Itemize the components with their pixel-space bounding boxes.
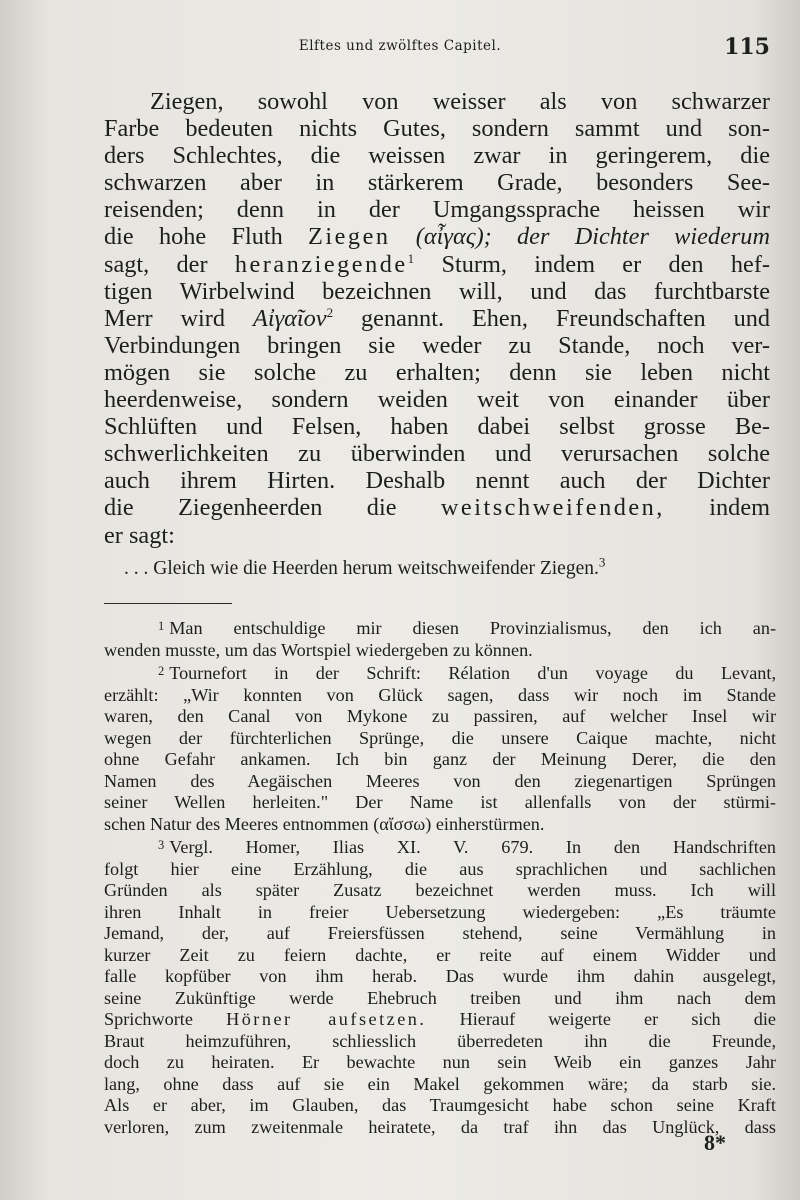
footnote-ref: 2 bbox=[326, 304, 334, 320]
footnote-line: erzählt: „Wir konnten von Glück sagen, dass wir noch im Stande bbox=[104, 684, 776, 705]
text-fragment: sagt, der bbox=[104, 250, 208, 278]
main-line: ders Schlechtes, die weissen zwar in geringerem, die bbox=[104, 142, 770, 170]
text-fragment: indem bbox=[709, 494, 770, 522]
footnote-line: Gründen als später Zusatz bezeichnet werden muss. Ich will bbox=[104, 880, 776, 900]
spaced-word: Ziegen bbox=[308, 223, 391, 251]
footnote-number: 2 bbox=[158, 664, 165, 678]
greek-word: (αἶγας); der Dichter wiederum bbox=[415, 223, 771, 251]
footnote-1 bbox=[104, 616, 776, 661]
footnote-line: falle kopfüber von ihm herab. Das wurde ihm dahin ausgelegt, bbox=[104, 966, 776, 986]
footnote-3 bbox=[104, 835, 776, 1138]
footnote-line: ohne Gefahr ankamen. Ich bin ganz der Meinung Derer, die den bbox=[104, 749, 776, 769]
footnote-line: verloren, zum zweitenmale heiratete, da traf ihn das Unglück, dass bbox=[104, 1116, 776, 1137]
footnote-line: wenden musste, um das Wortspiel wiedergeben zu können. bbox=[104, 639, 533, 660]
spaced-word: Hörner aufsetzen. bbox=[226, 1009, 427, 1029]
footnote-line: waren, den Canal von Mykone zu passiren, auf welcher Insel wir bbox=[104, 706, 776, 726]
main-line bbox=[104, 494, 770, 521]
text-fragment: Merr wird bbox=[104, 304, 226, 332]
running-title: Elftes und zwölftes Capitel. bbox=[298, 38, 502, 54]
main-line: reisenden; denn in der Umgangssprache heissen wir bbox=[104, 196, 770, 224]
text-fragment: die Ziegenheerden die bbox=[104, 494, 397, 522]
text-fragment: genannt. Ehen, Freundschaften und bbox=[361, 304, 771, 332]
main-text bbox=[104, 88, 770, 549]
footnote-2 bbox=[104, 661, 776, 835]
footnote-line: seiner Wellen herleiten." Der Name ist allenfalls von der stürmi- bbox=[104, 792, 776, 812]
footnote-line bbox=[104, 616, 776, 640]
footnote-line: kurzer Zeit zu feiern dachte, er reite auf einem Widder und bbox=[104, 944, 776, 965]
footnote-text: Tournefort in der Schrift: Rélation d'un voyage du Levant, bbox=[169, 663, 776, 683]
footnote-ref: 1 bbox=[407, 250, 415, 266]
main-line: tigen Wirbelwind bezeichnen will, und das furchtbarste bbox=[104, 277, 770, 305]
footnote-number: 1 bbox=[158, 619, 165, 633]
footnote-line bbox=[104, 835, 776, 859]
page-number: 115 bbox=[724, 34, 770, 60]
main-line: Farbe bedeuten nichts Gutes, sondern sammt und son- bbox=[104, 115, 770, 143]
footnote-line: Jemand, der, auf Freiersfüssen stehend, seine Vermählung in bbox=[104, 923, 776, 943]
main-line: er sagt: bbox=[104, 521, 175, 549]
footnote-line bbox=[104, 1009, 776, 1031]
main-line: schwerlichkeiten zu überwinden und verursachen solche bbox=[104, 440, 770, 468]
verse-text: . . . Gleich wie die Heerden herum weitschweifender Ziegen. bbox=[124, 558, 599, 579]
footnote-line: lang, ohne dass auf sie ein Makel gekommen wäre; da starb sie. bbox=[104, 1073, 776, 1094]
spaced-word: heranziegende bbox=[234, 250, 408, 278]
text-fragment: Sprichworte bbox=[104, 1009, 193, 1029]
main-line bbox=[104, 251, 770, 278]
signature-mark: 8* bbox=[704, 1130, 726, 1155]
footnote-line: schen Natur des Meeres entnommen (αἴσσω) einherstürmen. bbox=[104, 813, 545, 834]
main-line: auch ihrem Hirten. Deshalb nennt auch der Dichter bbox=[104, 467, 770, 495]
running-head bbox=[0, 34, 800, 68]
footnote-line: seine Zukünftige werde Ehebruch treiben und ihm nach dem bbox=[104, 987, 776, 1008]
text-fragment: Hierauf weigerte er sich die bbox=[459, 1009, 776, 1029]
main-line: Verbindungen bringen sie weder zu Stande, noch ver- bbox=[104, 331, 770, 359]
footnote-line: folgt hier eine Erzählung, die aus sprachlichen und sachlichen bbox=[104, 858, 776, 879]
main-line: schwarzen aber in stärkerem Grade, besonders See- bbox=[104, 169, 770, 197]
footnote-ref: 3 bbox=[598, 554, 606, 570]
footnote-number: 3 bbox=[158, 838, 165, 852]
footnote-text: Man entschuldige mir diesen Provinzialismus, den ich an- bbox=[169, 618, 776, 638]
footnote-line bbox=[104, 661, 776, 685]
main-line: Schlüften und Felsen, haben dabei selbst grosse Be- bbox=[104, 413, 770, 441]
footnote-line: Braut heimzuführen, schliesslich überredeten ihn die Freunde, bbox=[104, 1030, 776, 1051]
footnote-line: Als er aber, im Glauben, das Traumgesicht habe schon seine Kraft bbox=[104, 1095, 776, 1115]
greek-word: Αἰγαῖον bbox=[252, 304, 327, 332]
verse-quote bbox=[124, 554, 784, 580]
footnote-text: Vergl. Homer, Ilias XI. V. 679. In den Handschriften bbox=[169, 837, 776, 857]
footnote-line: wegen der fürchterlichen Sprünge, die unsere Caique machte, nicht bbox=[104, 727, 776, 748]
main-line bbox=[104, 223, 770, 250]
spaced-word: weitschweifenden, bbox=[440, 494, 665, 522]
main-line bbox=[104, 305, 770, 332]
main-line: heerdenweise, sondern weiden weit von einander über bbox=[104, 386, 770, 414]
footnote-line: doch zu heiraten. Er bewachte nun sein Weib ein ganzes Jahr bbox=[104, 1052, 776, 1072]
footnotes bbox=[104, 616, 776, 1138]
main-line: mögen sie solche zu erhalten; denn sie leben nicht bbox=[104, 358, 770, 386]
text-fragment: die hohe Fluth bbox=[104, 223, 283, 251]
text-fragment: Sturm, indem er den hef- bbox=[441, 250, 771, 278]
footnote-line: ihren Inhalt in freier Uebersetzung wiedergeben: „Es träumte bbox=[104, 901, 776, 922]
main-line: Ziegen, sowohl von weisser als von schwarzer bbox=[150, 88, 770, 115]
footnote-line: Namen des Aegäischen Meeres von den ziegenartigen Sprüngen bbox=[104, 770, 776, 791]
footnote-divider bbox=[104, 603, 232, 604]
